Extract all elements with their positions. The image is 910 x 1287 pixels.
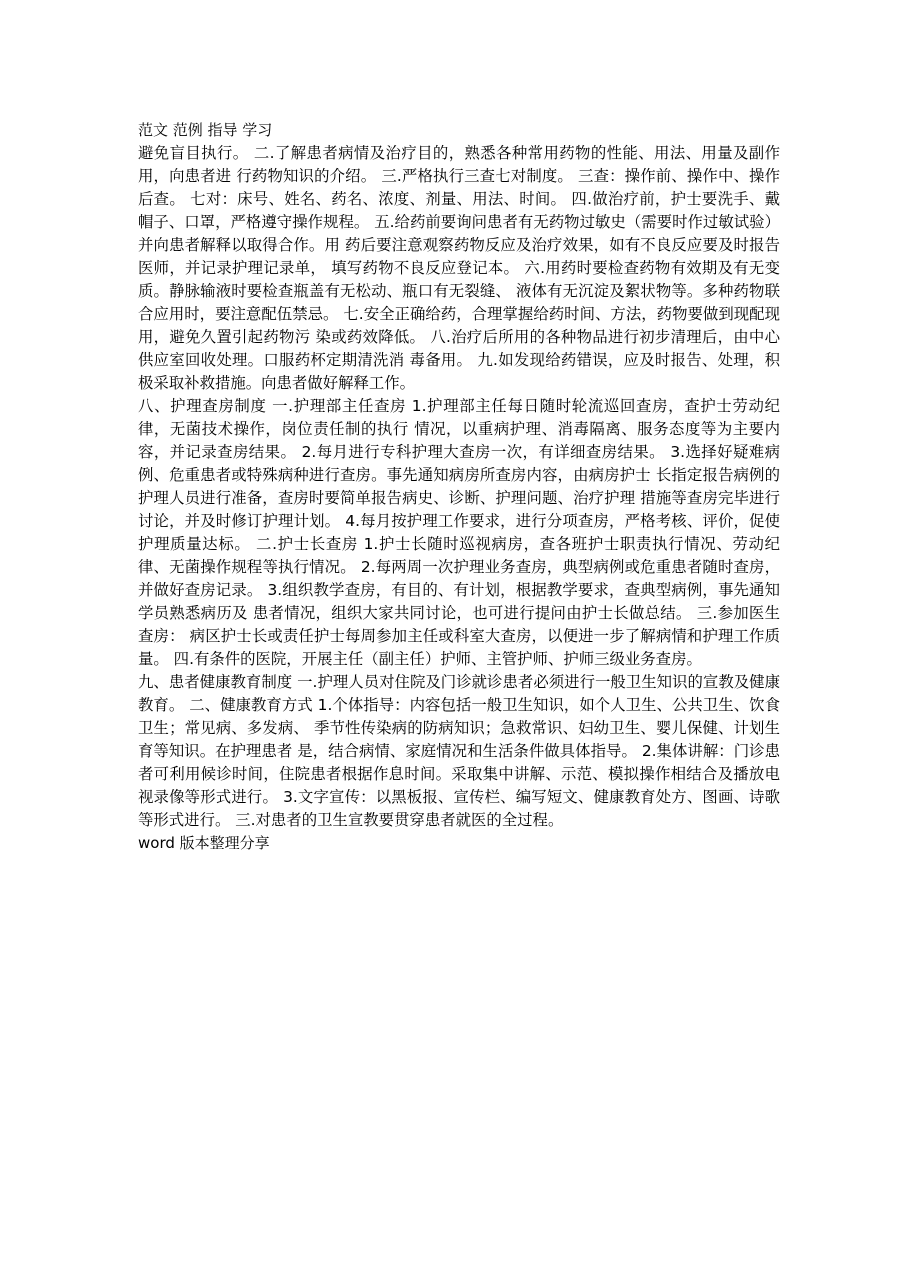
paragraph-nursing-rounds: 八、护理查房制度 一.护理部主任查房 1.护理部主任每日随时轮流巡回查房，查护士劳动纪律，无菌技术操作，岗位责任制的执行 情况，以重病护理、消毒隔离、服务态度等为主要内容，并记录查房结果。 2.每月进行专科护理大查房一次，有详细查房结果。 3.选择好疑难病例、危重患者或特殊病种进行查房。事先通知病房所查房内容，由病房护士 长指定报告病例的护理人员进行准备，查房时要简单报告病史、诊断、护理问题、治疗护理 措施等查房完毕进行讨论，并及时修订护理计划。 4.每月按护理工作要求，进行分项查房，严格考核、评价，促使护理质量达标。 二.护士长查房 1.护士长随时巡视病房，查各班护士职责执行情况、劳动纪律、无菌操作规程等执行情况。 2.每两周一次护理业务查房，典型病例或危重患者随时查房，并做好查房记录。 3.组织教学查房，有目的、有计划，根据教学要求，查典型病例，事先通知学员熟悉病历及 患者情况，组织大家共同讨论，也可进行提问由护士长做总结。 三.参加医生查房： 病区护士长或责任护士每周参加主任或科室大查房，以便进一步了解病情和护理工作质量。 四.有条件的医院，开展主任（副主任）护师、主管护师、护师三级业务查房。 [138, 397, 780, 668]
paragraph-medication-rules: 避免盲目执行。 二.了解患者病情及治疗目的，熟悉各种常用药物的性能、用法、用量及副作用，向患者进 行药物知识的介绍。 三.严格执行三查七对制度。 三查：操作前、操作中、操作后查。 七对：床号、姓名、药名、浓度、剂量、用法、时间。 四.做治疗前，护士要洗手、戴帽子、口罩，严格遵守操作规程。 五.给药前要询问患者有无药物过敏史（需要时作过敏试验）并向患者解释以取得合作。用 药后要注意观察药物反应及治疗效果，如有不良反应要及时报告医师，并记录护理记录单， 填写药物不良反应登记本。 六.用药时要检查药物有效期及有无变质。静脉输液时要检查瓶盖有无松动、瓶口有无裂缝、 液体有无沉淀及絮状物等。多种药物联合应用时，要注意配伍禁忌。 七.安全正确给药，合理掌握给药时间、方法，药物要做到现配现用，避免久置引起药物污 染或药效降低。 八.治疗后所用的各种物品进行初步清理后，由中心供应室回收处理。口服药杯定期清洗消 毒备用。 九.如发现给药错误，应及时报告、处理，积极采取补救措施。向患者做好解释工作。 [138, 144, 780, 392]
page-header: 范文 范例 指导 学习 [138, 121, 273, 139]
document-page [138, 119, 780, 855]
document-body [138, 142, 780, 832]
page-footer: word 版本整理分享 [138, 834, 270, 852]
paragraph-health-education: 九、患者健康教育制度 一.护理人员对住院及门诊就诊患者必须进行一般卫生知识的宣教及健康教育。 二、健康教育方式 1.个体指导：内容包括一般卫生知识，如个人卫生、公共卫生、饮食卫生；常见病、多发病、 季节性传染病的防病知识；急救常识、妇幼卫生、婴儿保健、计划生育等知识。在护理患者 是，结合病情、家庭情况和生活条件做具体指导。 2.集体讲解：门诊患者可利用候诊时间，住院患者根据作息时间。采取集中讲解、示范、模拟操作相结合及播放电视录像等形式进行。 3.文字宣传：以黑板报、宣传栏、编写短文、健康教育处方、图画、诗歌等形式进行。 三.对患者的卫生宣教要贯穿患者就医的全过程。 [138, 673, 780, 829]
